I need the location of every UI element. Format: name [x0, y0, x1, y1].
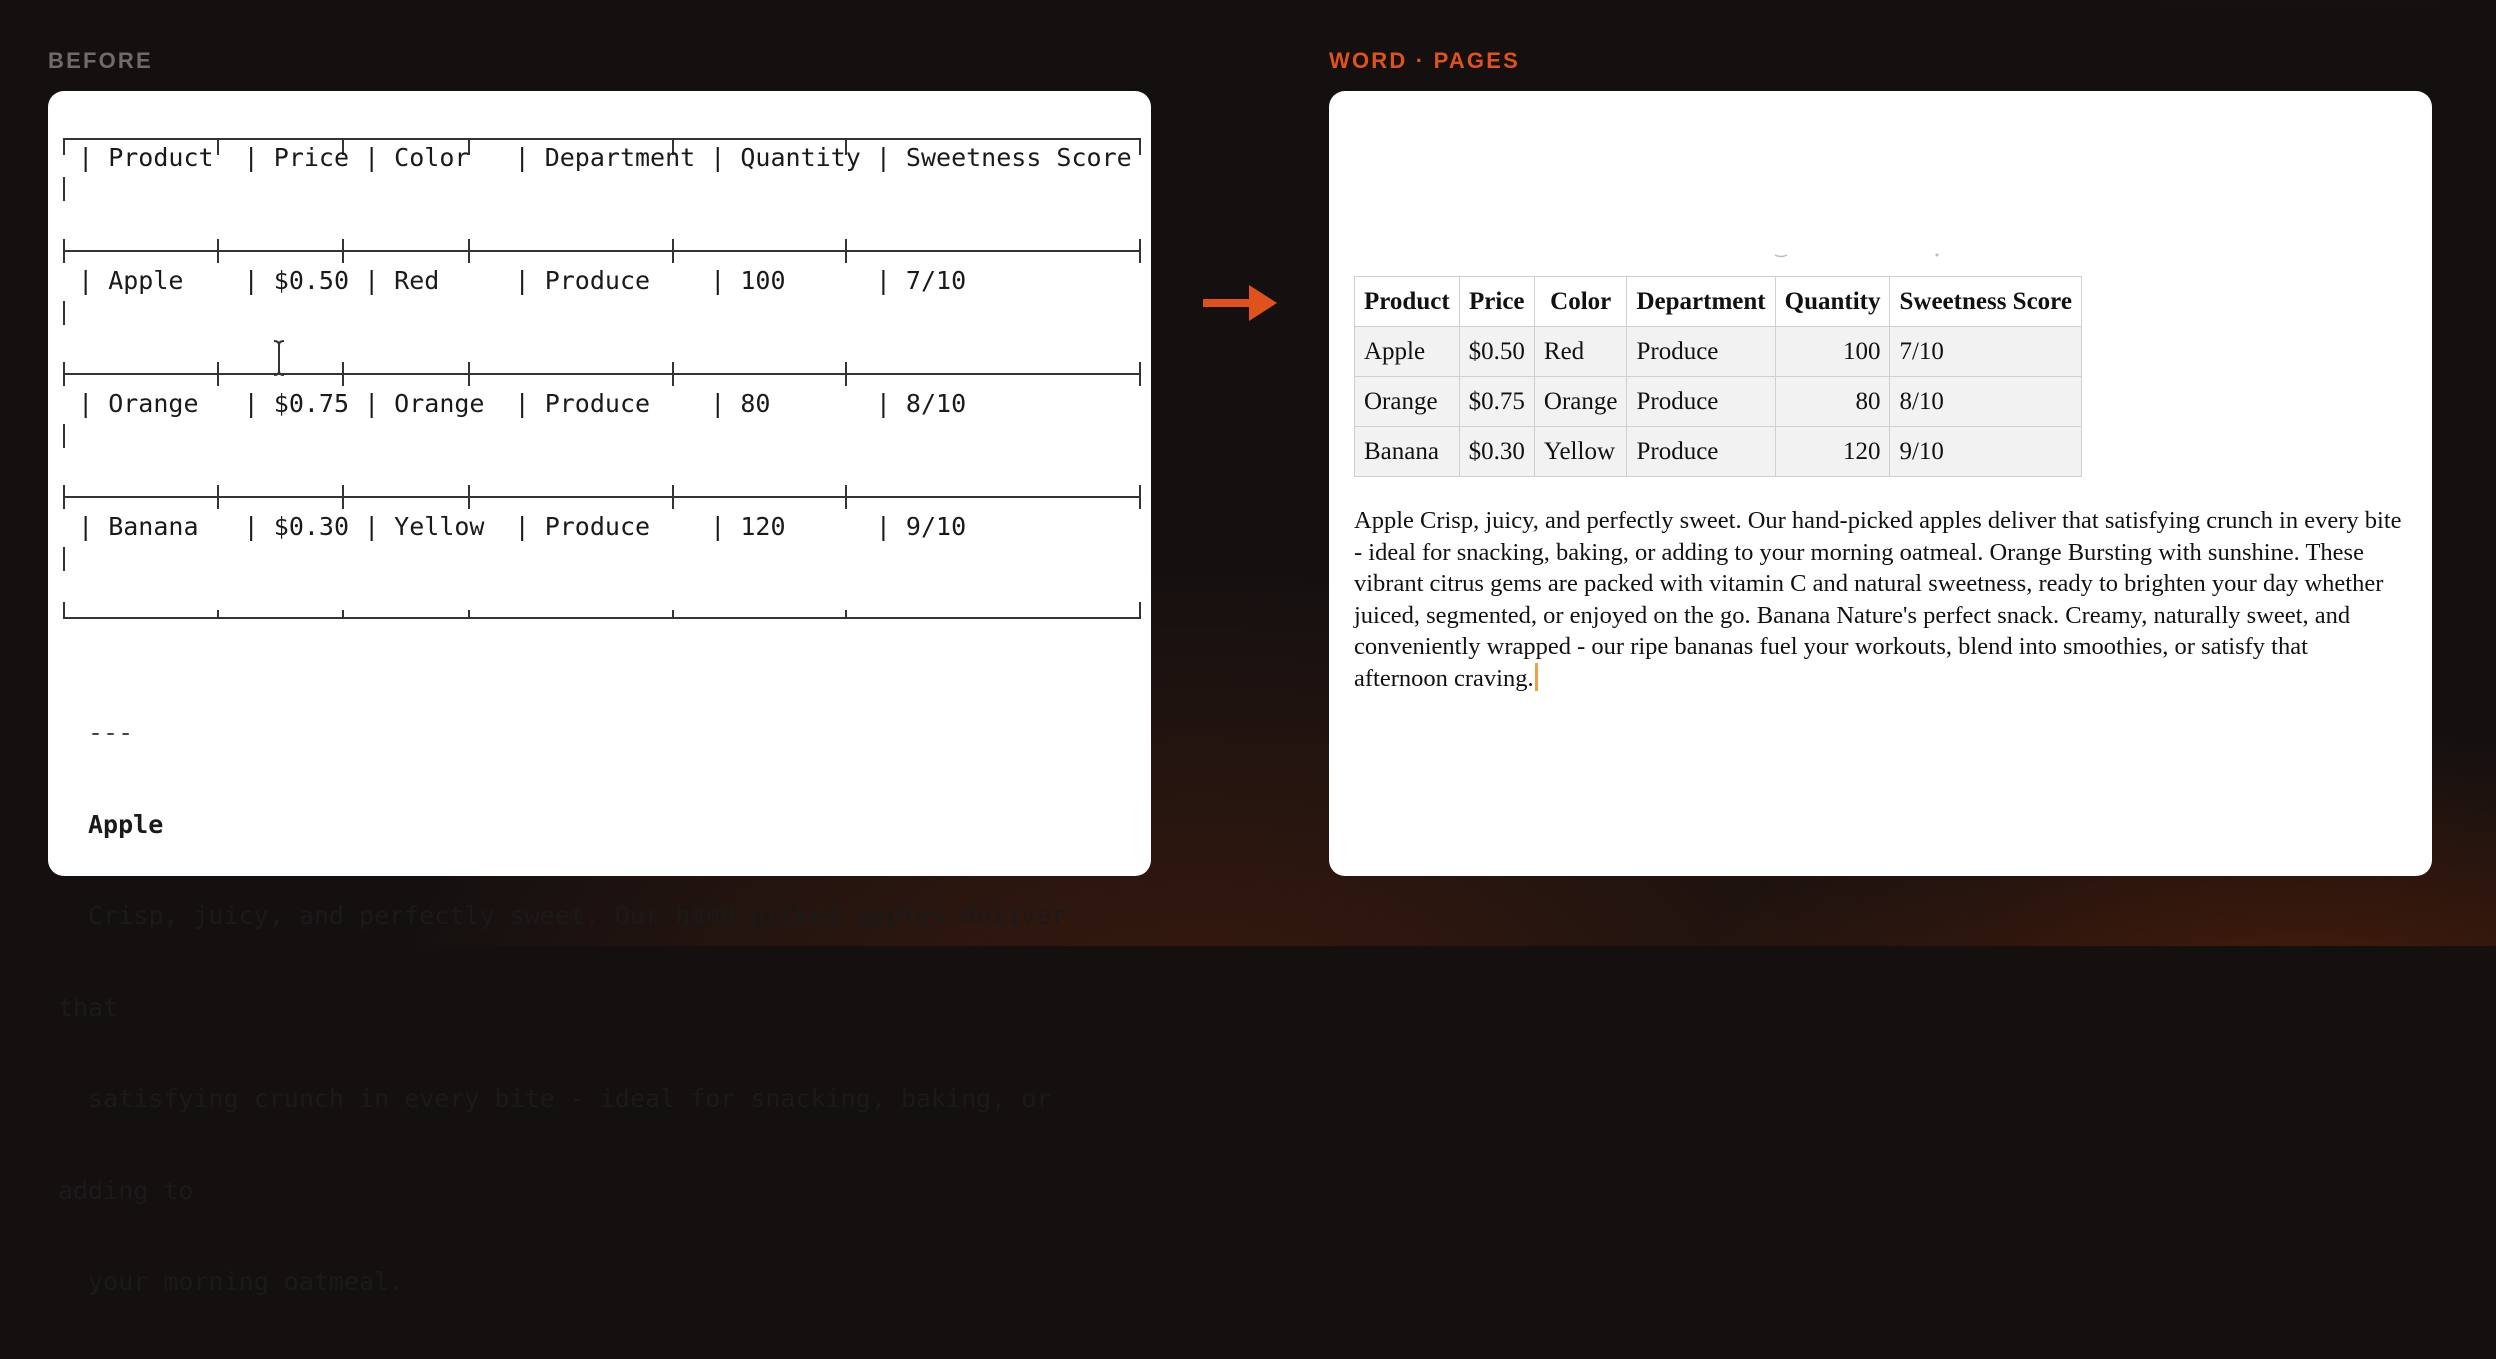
document-paragraph[interactable] — [1354, 505, 2404, 694]
raw-body-line: that — [58, 992, 119, 1022]
cell-sweetness[interactable]: 9/10 — [1890, 427, 2081, 477]
raw-body-line: satisfying crunch in every bite - ideal for snacking, baking, or — [58, 1084, 1052, 1113]
raw-row-apple: | Apple | $0.50 | Red | Produce | 100 | 7/10 — [48, 266, 967, 295]
raw-text-view[interactable] — [48, 91, 1151, 1296]
table-rule — [63, 235, 1141, 265]
text-cursor-icon — [272, 339, 286, 377]
raw-body-line: your morning oatmeal. — [58, 1267, 405, 1296]
cell-price[interactable]: $0.50 — [1459, 327, 1534, 377]
paragraph-text: Apple Crisp, juicy, and perfectly sweet. Our hand-picked apples deliver that satisfying crunch in every bite - ideal for snacking, baking, or adding to your morning oatmeal. Orange Bursting with sunshine. These vibrant citrus gems are packed with vitamin C and natural sweetness, ready to brighten your day whether juiced, segmented, or enjoyed on the go. Banana Nature's perfect snack. Creamy, naturally sweet, and conveniently wrapped - our ripe bananas fuel your workouts, blend into smoothies, or satisfy that afternoon craving. — [1354, 507, 2402, 692]
raw-row-orange: | Orange | $0.75 | Orange | Produce | 80 | 8/10 — [48, 389, 967, 418]
cell-department[interactable]: Produce — [1627, 427, 1775, 477]
raw-header-row: | Product | Price | Color | Department | Quantity | Sweetness Score — [48, 143, 1132, 172]
cell-quantity[interactable]: 100 — [1775, 327, 1890, 377]
cell-price[interactable]: $0.30 — [1459, 427, 1534, 477]
header-color: Color — [1534, 277, 1627, 327]
table-row — [1355, 377, 2082, 427]
table-rule — [63, 358, 1141, 388]
cell-color[interactable]: Yellow — [1534, 427, 1627, 477]
header-sweetness: Sweetness Score — [1890, 277, 2081, 327]
cell-product[interactable]: Apple — [1355, 327, 1460, 377]
table-row — [1355, 327, 2082, 377]
arrow-right-icon — [1203, 283, 1277, 323]
table-rule — [63, 481, 1141, 511]
text-caret — [1535, 663, 1538, 691]
header-quantity: Quantity — [1775, 277, 1890, 327]
table-row — [1355, 427, 2082, 477]
cell-quantity[interactable]: 80 — [1775, 377, 1890, 427]
page-artifact — [1769, 251, 1969, 261]
cell-sweetness[interactable]: 7/10 — [1890, 327, 2081, 377]
raw-row-banana: | Banana | $0.30 | Yellow | Produce | 120 | 9/10 — [48, 512, 967, 541]
before-label: BEFORE — [48, 48, 153, 73]
rule-stub — [63, 301, 65, 325]
rule-stub — [63, 177, 65, 201]
separator: --- — [88, 718, 134, 747]
cell-color[interactable]: Orange — [1534, 377, 1627, 427]
raw-body-line: adding to — [58, 1175, 194, 1205]
cell-department[interactable]: Produce — [1627, 377, 1775, 427]
rule-stub — [63, 547, 65, 571]
rule-stub — [63, 424, 65, 448]
before-panel — [48, 91, 1151, 1296]
document-table[interactable] — [1354, 276, 2082, 477]
raw-body-line: Crisp, juicy, and perfectly sweet. Our hand-picked apples deliver — [58, 901, 1067, 930]
table-rule-bottom — [63, 598, 1141, 628]
header-price: Price — [1459, 277, 1534, 327]
cell-color[interactable]: Red — [1534, 327, 1627, 377]
after-label: WORD · PAGES — [1329, 48, 1520, 73]
header-product: Product — [1355, 277, 1460, 327]
cell-sweetness[interactable]: 8/10 — [1890, 377, 2081, 427]
table-header-row — [1355, 277, 2082, 327]
cell-price[interactable]: $0.75 — [1459, 377, 1534, 427]
raw-heading-apple: Apple — [88, 809, 164, 839]
raw-description — [58, 657, 1138, 1359]
cell-department[interactable]: Produce — [1627, 327, 1775, 377]
header-department: Department — [1627, 277, 1775, 327]
after-panel — [1329, 91, 2432, 876]
cell-quantity[interactable]: 120 — [1775, 427, 1890, 477]
cell-product[interactable]: Banana — [1355, 427, 1460, 477]
cell-product[interactable]: Orange — [1355, 377, 1460, 427]
